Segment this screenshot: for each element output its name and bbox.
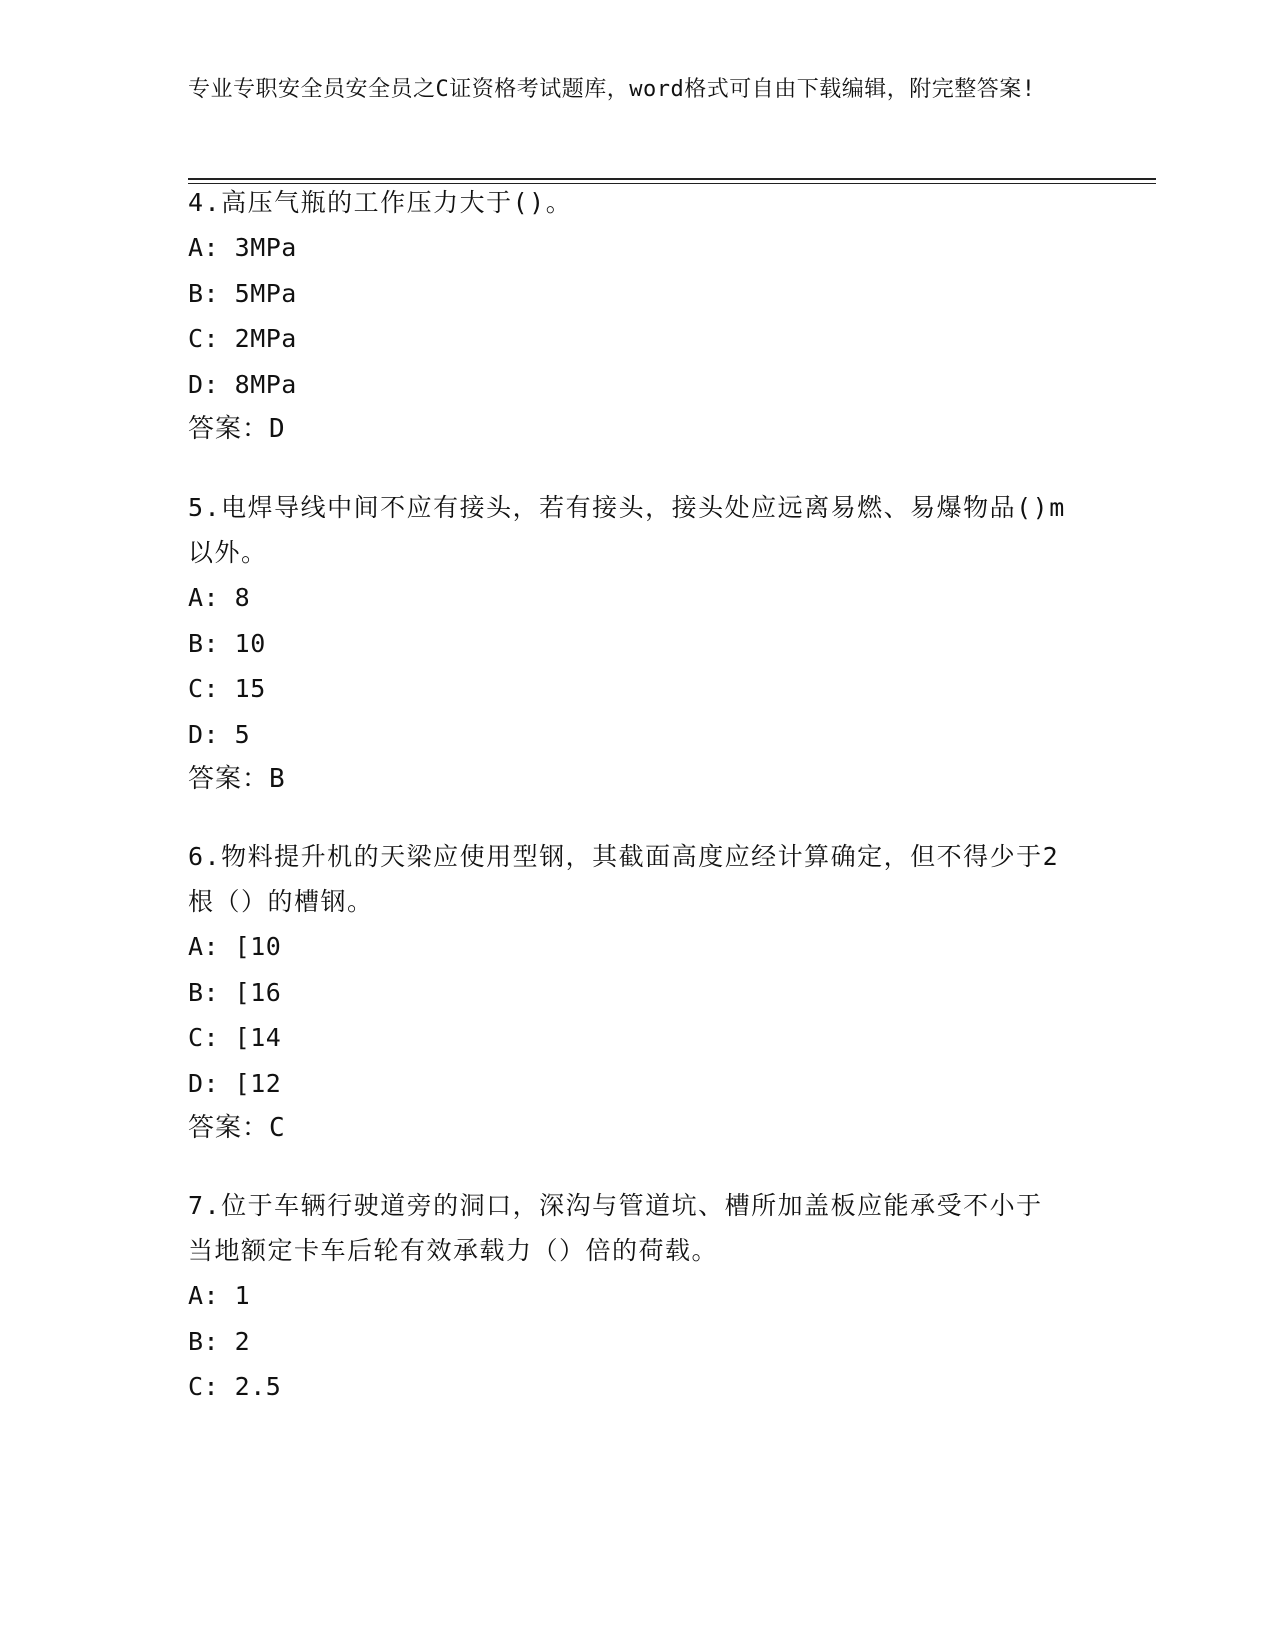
option-a: A: 3MPa (188, 233, 297, 262)
question-5 (188, 485, 1068, 803)
question-4 (188, 180, 1068, 453)
option-a: A: 1 (188, 1281, 251, 1310)
question-stem: 5.电焊导线中间不应有接头，若有接头，接头处应远离易燃、易爆物品()m以外。 (188, 493, 1066, 567)
answer-line: 答案：D (188, 414, 286, 444)
option-b: B: 2 (188, 1326, 251, 1356)
option-c: C: 15 (188, 674, 266, 703)
option-d: D: 5 (188, 719, 251, 749)
option-a: A: [10 (188, 932, 282, 961)
option-b: B: 5MPa (188, 278, 297, 308)
document-header: 专业专职安全员安全员之C证资格考试题库，word格式可自由下载编辑，附完整答案! (188, 77, 1036, 102)
question-stem: 7.位于车辆行驶道旁的洞口，深沟与管道坑、槽所加盖板应能承受不小于当地额定卡车后轮有效承载力（）倍的荷载。 (188, 1191, 1043, 1265)
answer-line: 答案：C (188, 1113, 286, 1143)
option-c: C: [14 (188, 1023, 282, 1052)
question-6 (188, 834, 1068, 1152)
option-c: C: 2.5 (188, 1372, 282, 1401)
option-c: C: 2MPa (188, 324, 297, 353)
option-b: B: 10 (188, 628, 266, 658)
option-a: A: 8 (188, 583, 251, 612)
option-d: D: 8MPa (188, 369, 297, 399)
answer-line: 答案：B (188, 764, 286, 794)
option-d: D: [12 (188, 1068, 282, 1098)
option-b: B: [16 (188, 977, 282, 1007)
question-7 (188, 1183, 1068, 1410)
question-stem: 6.物料提升机的天梁应使用型钢，其截面高度应经计算确定，但不得少于2根（）的槽钢。 (188, 842, 1060, 916)
question-stem: 4.高压气瓶的工作压力大于()。 (188, 188, 573, 217)
